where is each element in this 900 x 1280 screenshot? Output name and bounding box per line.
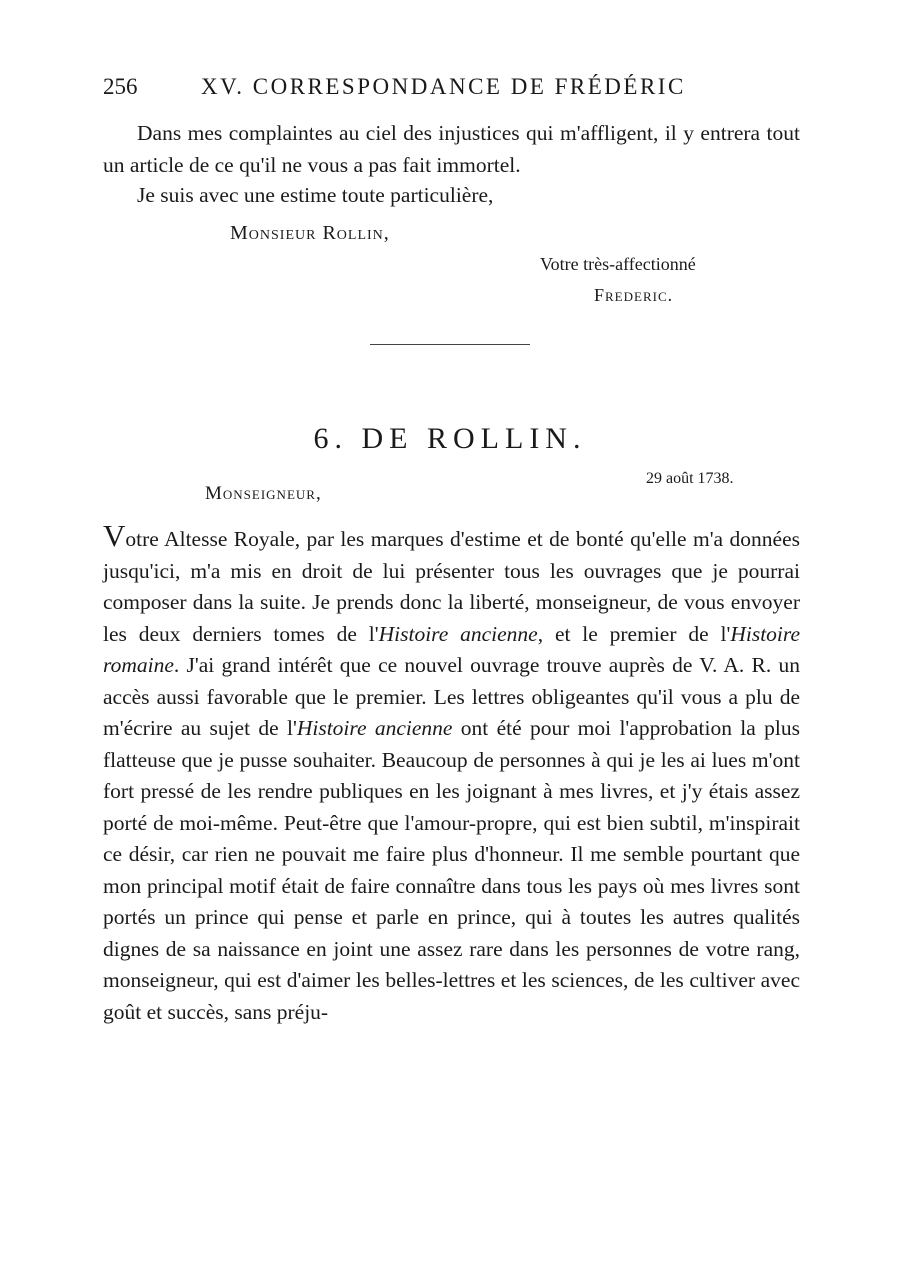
book-title-italic: Histoire ancienne	[296, 716, 453, 740]
running-head	[103, 74, 803, 100]
letter-body-text	[103, 527, 800, 1024]
closing-formula: Je suis avec une estime toute particulière,	[137, 183, 494, 207]
drop-cap: V	[103, 518, 126, 553]
section-title: 6. DE ROLLIN.	[313, 422, 587, 455]
previous-letter-paragraph: Dans mes complaintes au ciel des injustices qui m'affligent, il y entrera tout un article de ce qu'il ne vous a pas fait immortel.	[103, 121, 800, 177]
running-title: XV. CORRESPONDANCE DE FRÉDÉRIC	[201, 74, 686, 99]
signature-line: Votre très-affectionné	[540, 254, 696, 274]
letter-body	[103, 518, 801, 1028]
previous-letter-ending	[103, 118, 800, 181]
body-text-run: . J'ai grand intérêt que ce nouvel ouvrage trouve auprès de V. A. R. un accès aussi favorable que le premier. Les lettres obligeantes qu'il vous a plu de m'écrire au sujet de l'	[103, 653, 800, 740]
book-title-italic: Histoire ancienne	[378, 621, 538, 646]
letter-paragraph	[103, 518, 801, 1028]
signature-name: Frederic.	[594, 285, 674, 305]
book-title-italic: Histoire romaine	[103, 621, 801, 677]
letter-date: 29 août 1738.	[646, 470, 734, 487]
body-text-run: , et le premier de l'	[537, 621, 731, 646]
section-divider	[370, 344, 530, 345]
body-text-run: ont été pour moi l'approbation la plus flatteuse que je pusse souhaiter. Beaucoup de personnes à qui je les ai lues m'ont fort pressé de les rendre publiques en les joignant à mes livres, et j'y étais assez porté de moi-même. Peut-être que l'amour-propre, qui est bien subtil, m'inspirait ce désir, car rien ne pouvait me faire plus d'honneur. Il me semble pourtant que mon principal motif était de faire connaître dans tous les pays où mes livres sont portés un prince qui pense et parle en prince, qui à toutes les autres qualités dignes de sa naissance en joint une assez rare dans les personnes de votre rang, monseigneur, qui est d'aimer les belles-lettres et les sciences, de les cultiver avec goût et succès, sans préju-	[103, 716, 800, 1024]
salutation: Monsieur Rollin,	[230, 222, 390, 244]
letter-greeting: Monseigneur,	[205, 483, 322, 504]
page-number: 256	[103, 74, 138, 99]
body-text-run: otre Altesse Royale, par les marques d'estime et de bonté qu'elle m'a données jusqu'ici, m'a mis en droit de lui présenter tous les ouvrages que je pourrai composer dans la suite. Je prends donc la liberté, monseigneur, de vous envoyer les deux derniers tomes de l'	[103, 527, 800, 646]
